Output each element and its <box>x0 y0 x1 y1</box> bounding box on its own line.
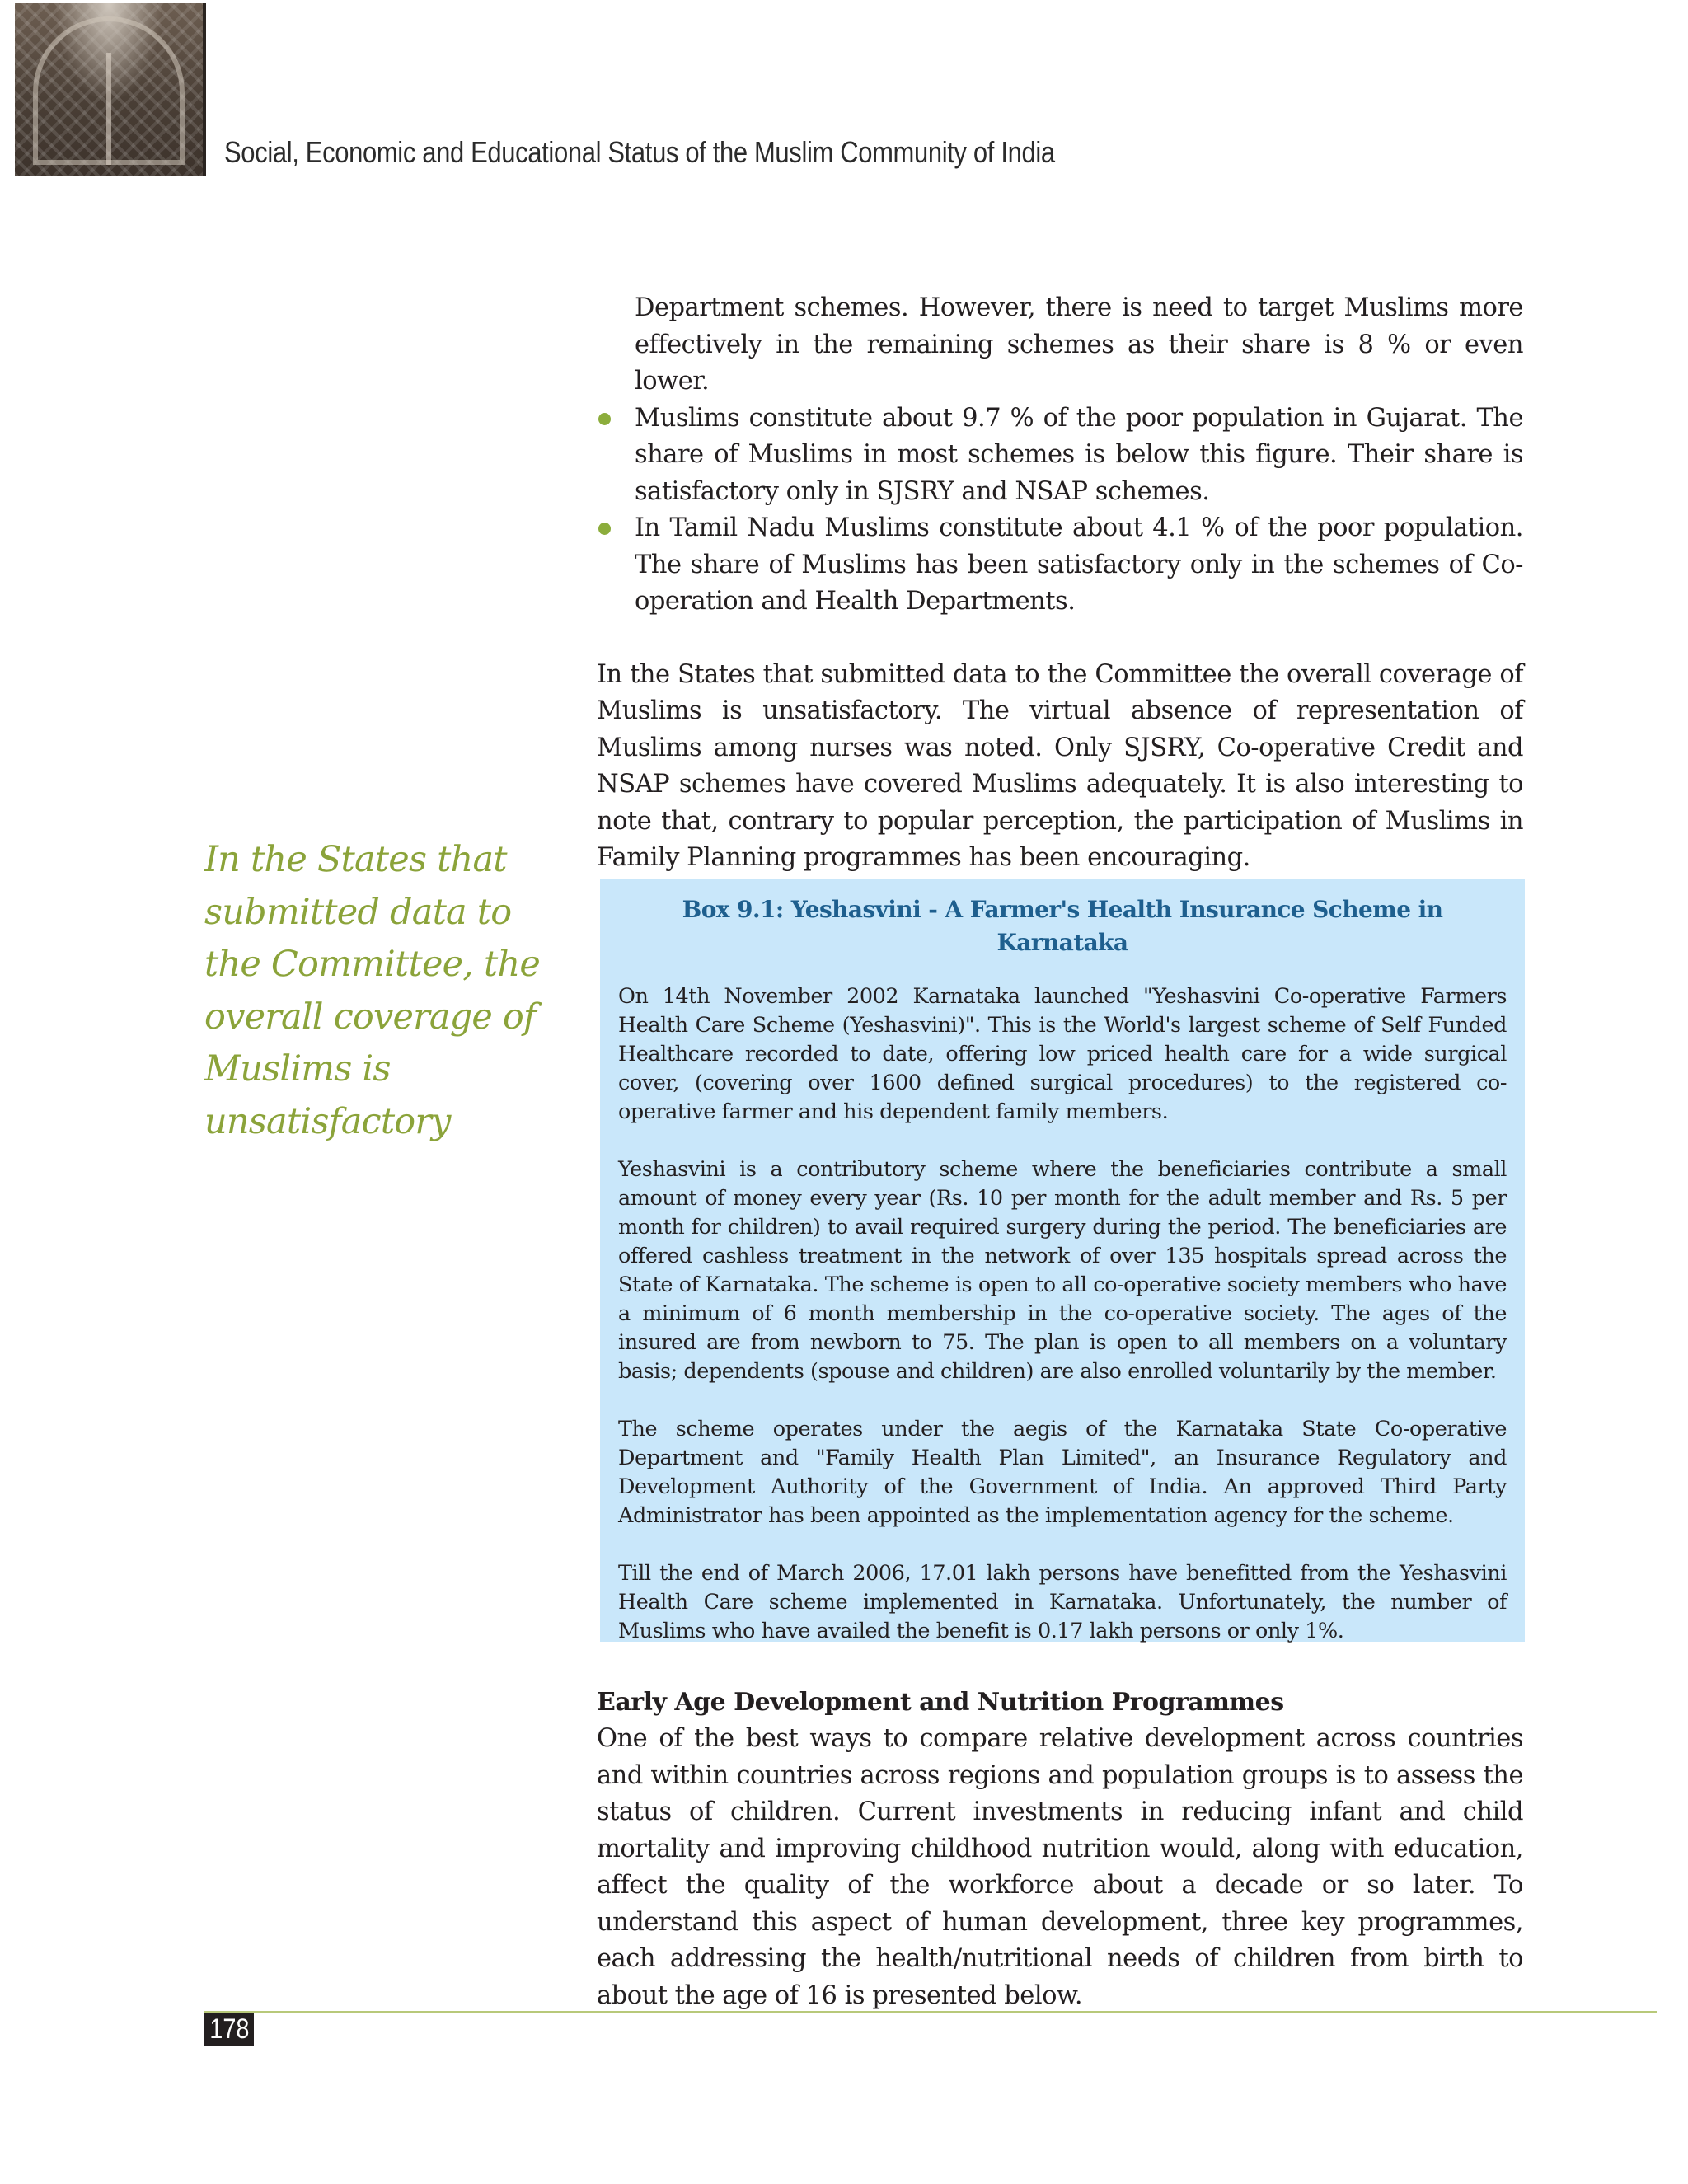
continued-paragraph: Department schemes. However, there is need to target Muslims more effectively in the remaining schemes as their share is 8 % or even lower. <box>635 293 1523 396</box>
bullet-item-gujarat <box>597 401 1523 511</box>
header-jali-image <box>15 3 206 176</box>
section-paragraph: One of the best ways to compare relative development across countries and within countries across regions and population groups is to assess the status of children. Current investments in reducing infant and child mortality and improving childhood nutrition would, along with education, affect the quality of the workforce about a decade or so later. To understand this aspect of human development, three key programmes, each addressing the health/nutritional needs of children from birth to about the age of 16 is presented below. <box>597 1724 1523 2010</box>
running-header-title: Social, Economic and Educational Status of the Muslim Community of India <box>224 135 1055 169</box>
bullet-list <box>597 401 1523 621</box>
main-text-column <box>597 290 1523 877</box>
page-number-text: 178 <box>209 2013 250 2045</box>
bullet-text: Muslims constitute about 9.7 % of the poor population in Gujarat. The share of Muslims in most schemes is below this figure. Their share is satisfactory only in SJSRY and NSAP schemes. <box>635 403 1523 506</box>
bullet-text: In Tamil Nadu Muslims constitute about 4.1 % of the poor population. The share of Muslims has been satisfactory only in the schemes of Co-operation and Health Departments. <box>635 513 1523 616</box>
bullet-item-tamil-nadu <box>597 510 1523 621</box>
footer-rule <box>204 2011 1657 2013</box>
section-early-age <box>597 1685 1523 2014</box>
box-title: Box 9.1: Yeshasvini - A Farmer's Health Insurance Scheme in Karnataka <box>682 896 1443 956</box>
box-yeshasvini <box>600 879 1525 1642</box>
box-paragraph: Yeshasvini is a contributory scheme where the beneficiaries contribute a small amount of money every year (Rs. 10 per month for the adult member and Rs. 5 per month for children) to avail required surgery during the period. The beneficiaries are offered cashless treatment in the network of over 135 hospitals spread across the State of Karnataka. The scheme is open to all co-operative society members who have a minimum of 6 month membership in the co-operative society. The ages of the insured are from newborn to 75. The plan is open to all members on a voluntary basis; dependents (spouse and children) are also enrolled voluntarily by the member. <box>618 1157 1507 1384</box>
states-paragraph: In the States that submitted data to the Committee the overall coverage of Muslims is unsatisfactory. The virtual absence of representation of Muslims among nurses was noted. Only SJSRY, Co-operative Credit and NSAP schemes have covered Muslims adequately. It is also interesting to note that, contrary to popular perception, the participation of Muslims in Family Planning programmes has been encouraging. <box>597 659 1523 872</box>
section-heading: Early Age Development and Nutrition Programmes <box>597 1688 1284 1717</box>
box-paragraph: Till the end of March 2006, 17.01 lakh persons have benefitted from the Yeshasvini Health Care scheme implemented in Karnataka. Unfortunately, the number of Muslims who have availed the benefit is 0.17 lakh persons or only 1%. <box>618 1561 1507 1643</box>
pull-quote: In the States that submitted data to the Committee, the overall coverage of Muslims is unsatisfactory <box>204 839 540 1142</box>
bullet-dot-icon <box>598 523 611 535</box>
box-paragraph: On 14th November 2002 Karnataka launched "Yeshasvini Co-operative Farmers Health Care Scheme (Yeshasvini)". This is the World's largest scheme of Self Funded Healthcare recorded to date, offering low priced health care for a wide surgical cover, (covering over 1600 defined surgical procedures) to the registered co-operative farmer and his dependent family members. <box>618 984 1507 1124</box>
page-number <box>204 2013 254 2046</box>
bullet-dot-icon <box>598 413 611 425</box>
box-paragraph: The scheme operates under the aegis of the Karnataka State Co-operative Department and "Family Health Plan Limited", an Insurance Regulatory and Development Authority of the Government of India. An approved Third Party Administrator has been appointed as the implementation agency for the scheme. <box>618 1417 1507 1528</box>
